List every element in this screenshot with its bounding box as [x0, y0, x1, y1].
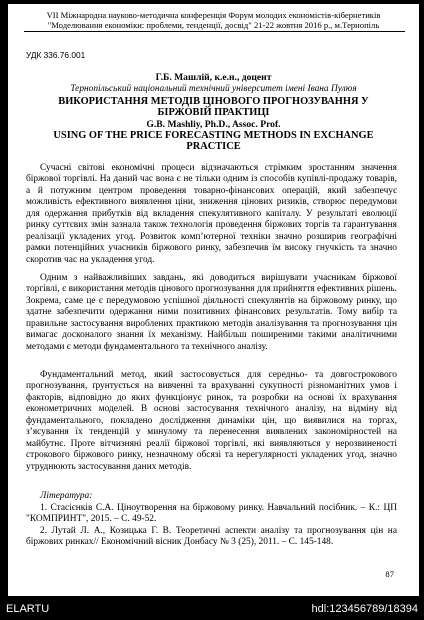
document-page: [8, 4, 419, 596]
header-divider: [24, 31, 405, 32]
conference-header-line1: VII Міжнародна науково-методична конференція Форум молодих економістів-кібернетиків: [46, 10, 381, 20]
references-heading: Література:: [40, 491, 93, 501]
title-uk-line1: ВИКОРИСТАННЯ МЕТОДІВ ЦІНОВОГО ПРОГНОЗУВАННЯ У: [58, 96, 369, 107]
udk-code: УДК 336.76.001: [26, 50, 86, 60]
title-en-line2: PRACTICE: [186, 141, 241, 152]
reference-2: 2. Лутай Л. А., Козицька Г. В. Теоретичні аспекти аналізу та прогнозування цін на біржових ринках// Економічний вісник Донбасу № 3 (25), 2011. – С. 145-148.: [26, 526, 397, 548]
title-en-line1: USING OF THE PRICE FORECASTING METHODS IN EXCHANGE: [53, 130, 374, 141]
reference-1: 1. Стасієнків С.А. Ціноутворення на біржовому ринку. Навчальний посібник. – К.: ЦП "КОМПРИНТ", 2015. – С. 49-52.: [26, 503, 397, 525]
affiliation: Тернопільський національний технічний університет імені Івана Пулюя: [70, 84, 357, 94]
title-uk-line2: БІРЖОВІЙ ПРАКТИЦІ: [157, 107, 270, 118]
footer-bar: [0, 596, 424, 620]
paragraph-2: Одним з найважливіших завдань, які доводиться вирішувати учасникам біржової торгівлі, є використання методів цінового прогнозування для прийняття ефективних рішень. Зокрема, саме це є передумовою успішної діяльності спекулянтів на біржовому ринку, що здатне забезпечити одержання ними позитивних фінансових результатів. Тому вибір та правильне застосування вироблених практикою методів аналізування та прогнозування цін вимагає досконалого знання їх механізму. Найбільш поширеними такими аналітичними методами є методи фундаментального та технічного аналізу.: [26, 273, 397, 352]
repository-name: ELARTU: [6, 603, 50, 615]
author-en: G.B. Mashliy, Ph.D., Assoc. Prof.: [146, 119, 281, 130]
conference-header-line2: "Моделювання економіки: проблеми, тенденції, досвід" 21-22 жовтня 2016 р., м.Тернопіль: [47, 20, 380, 30]
author-uk: Г.Б. Машлій, к.е.н., доцент: [155, 72, 272, 83]
paragraph-1: Сучасні світові економічні процеси відзначаються стрімким зростанням значення біржової торгівлі. На даний час вона є не тільки одним із способів купівлі-продажу товарів, а й потужним центром проведення товарно-фінансових операцій, який забезпечує можливість ефективного виявлення ціни, зниження цінових ризиків, створює передумови для одержання прибутків від вкладення спекулятивного капіталу. У результаті еволюції ринку суттєвих змін зазнала також технологія проведення біржових торгів та гарантування реалізації укладених угод. Розвиток комп’ютерної техніки значно розширив географічні рамки потенційних учасників біржового ринку, забезпечив їм високу гнучкість та значно скоротив час на укладення угод.: [26, 163, 397, 265]
page-number: 87: [385, 569, 394, 579]
paragraph-3: Фундаментальний метод, який застосовується для середньо- та довгострокового прогнозування, ґрунтується на вивченні та врахуванні сукупності різноманітних умов і факторів, відповідно до яких функціонує ринок, та розробки на основі їх врахування економетричних моделей. В основі застосування технічного аналізу, на відміну від фундаментального, покладено дослідження динаміки цін, що виявилися на торгах, з’ясування їх тенденцій у минулому та перенесення виявлених закономірностей на майбутнє. Проте вітчизняні реалії біржової торгівлі, які виявляються у нерозвиненості строкового біржового ринку, незначному обсязі та нерегулярності укладених угод, значно утруднюють застосування даних методів.: [26, 370, 397, 472]
handle-id: hdl:123456789/18394: [311, 603, 418, 615]
